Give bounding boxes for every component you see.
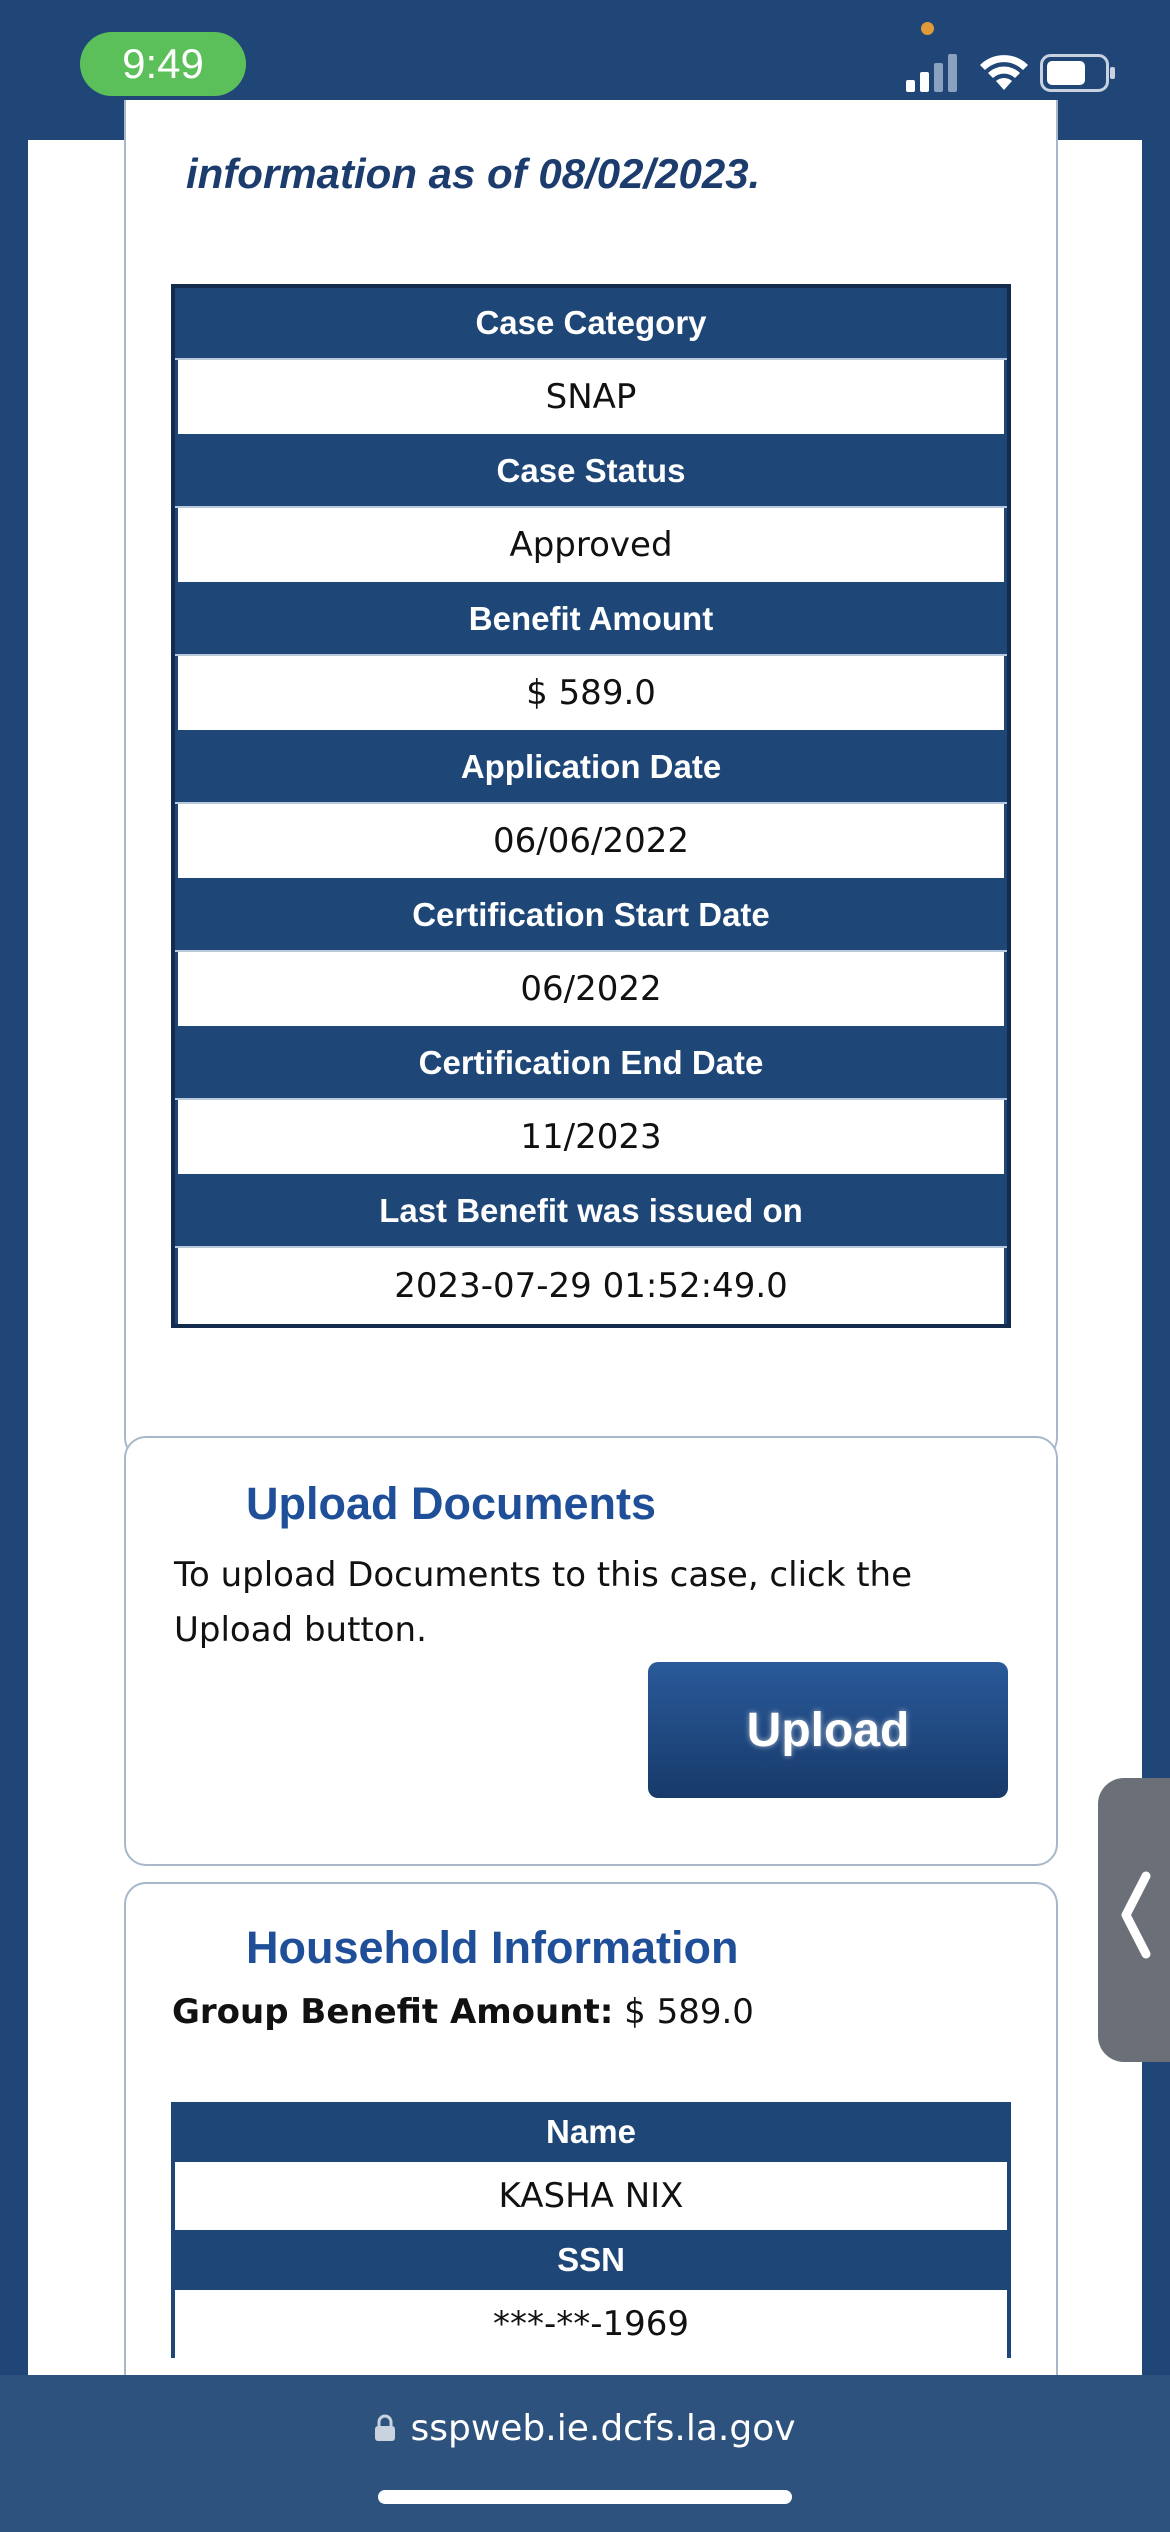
group-benefit-amount <box>172 1992 754 2032</box>
ssn-value: ***-**-1969 <box>175 2290 1007 2358</box>
name-header: Name <box>546 2113 636 2150</box>
application-date-header: Application Date <box>175 732 1007 804</box>
url-text: sspweb.ie.dcfs.la.gov <box>410 2408 796 2449</box>
url-display[interactable] <box>0 2408 1170 2449</box>
certification-start-date-value: 06/2022 <box>178 952 1004 1028</box>
upload-description: To upload Documents to this case, click the Upload button. <box>174 1555 913 1650</box>
certification-end-date-header: Certification End Date <box>175 1028 1007 1100</box>
ssn-header: SSN <box>557 2241 625 2278</box>
browser-url-bar[interactable] <box>0 2375 1170 2532</box>
last-benefit-issued-header: Last Benefit was issued on <box>175 1176 1007 1248</box>
certification-end-date-value: 11/2023 <box>178 1100 1004 1176</box>
upload-documents-title: Upload Documents <box>246 1478 657 1529</box>
case-status-header: Case Status <box>175 436 1007 508</box>
benefit-amount-header: Benefit Amount <box>175 584 1007 656</box>
info-as-of-text: information as of 08/02/2023. <box>186 150 761 197</box>
cellular-signal-icon <box>906 52 960 92</box>
application-date-value: 06/06/2022 <box>178 804 1004 880</box>
case-category-value: SNAP <box>178 360 1004 436</box>
certification-start-date-header: Certification Start Date <box>175 880 1007 952</box>
household-members-table <box>171 2102 1011 2358</box>
lock-icon <box>374 2414 396 2442</box>
group-benefit-value: $ 589.0 <box>624 1992 754 2032</box>
household-information-title: Household Information <box>246 1922 739 1973</box>
case-status-value: Approved <box>178 508 1004 584</box>
upload-button[interactable]: Upload <box>648 1662 1008 1798</box>
time-display: 9:49 <box>80 32 246 96</box>
home-indicator[interactable] <box>378 2490 792 2504</box>
case-category-header: Case Category <box>175 288 1007 360</box>
group-benefit-label: Group Benefit Amount: <box>172 1992 614 2032</box>
privacy-dot-icon <box>921 22 934 35</box>
benefit-amount-value: $ 589.0 <box>178 656 1004 732</box>
name-value: KASHA NIX <box>175 2162 1007 2230</box>
wifi-icon <box>978 52 1030 92</box>
case-details-table <box>171 284 1011 1328</box>
battery-icon <box>1040 54 1116 92</box>
last-benefit-issued-value: 2023-07-29 01:52:49.0 <box>178 1248 1004 1324</box>
chevron-left-icon <box>1116 1870 1156 1960</box>
